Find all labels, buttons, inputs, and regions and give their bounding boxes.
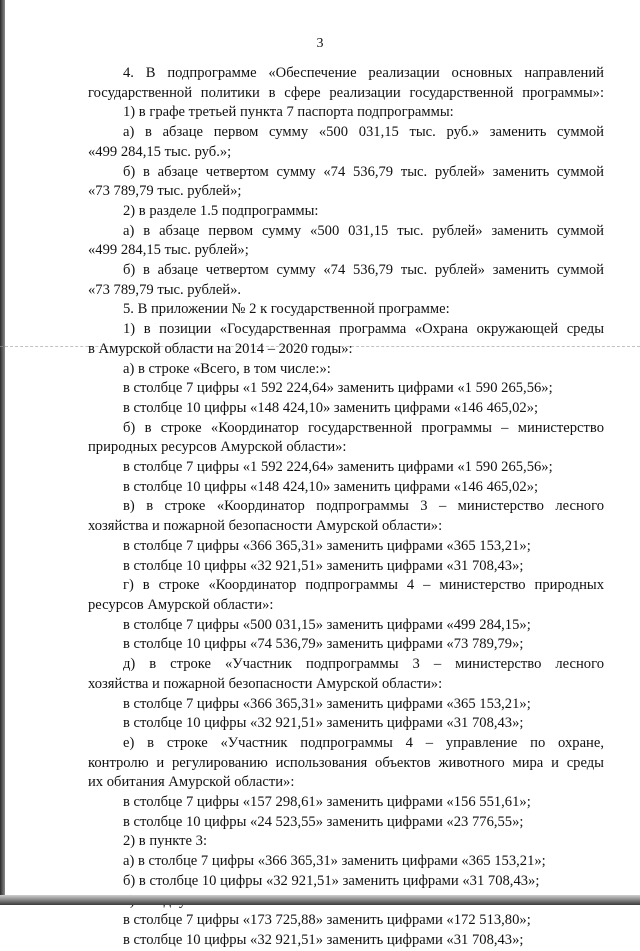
paragraph-line: в столбце 7 цифры «157 298,61» заменить цифрами «156 551,61»;	[123, 794, 531, 811]
paragraph-line: б) в абзаце четвертом сумму «74 536,79 тыс. рублей» заменить суммой	[123, 163, 604, 180]
paragraph-line: 1) в позиции «Государственная программа «Охрана окружающей среды	[123, 321, 604, 338]
paragraph-line: б) в столбце 10 цифры «32 921,51» заменить цифрами «31 708,43»;	[123, 872, 540, 889]
paragraph-line: в столбце 7 цифры «1 592 224,64» заменить цифрами «1 590 265,56»;	[123, 459, 553, 476]
paragraph-line: в столбце 7 цифры «1 592 224,64» заменить цифрами «1 590 265,56»;	[123, 380, 553, 397]
paragraph-line: в столбце 10 цифры «24 523,55» заменить цифрами «23 776,55»;	[123, 813, 524, 830]
paragraph-line: 4. В подпрограмме «Обеспечение реализации основных направлений	[123, 65, 604, 81]
paragraph-line: в столбце 7 цифры «173 725,88» заменить цифрами «172 513,80»;	[123, 912, 531, 929]
paragraph-line: «73 789,79 тыс. рублей»;	[88, 183, 242, 200]
paragraph-line: а) в столбце 7 цифры «366 365,31» заменить цифрами «365 153,21»;	[123, 853, 546, 870]
paragraph-line: в столбце 10 цифры «148 424,10» заменить цифрами «146 465,02»;	[123, 399, 539, 416]
paragraph-line: б) в абзаце четвертом сумму «74 536,79 тыс. рублей» заменить суммой	[123, 262, 604, 279]
paragraph-line: ресурсов Амурской области»:	[88, 596, 274, 613]
paragraph-line: 1) в графе третьей пункта 7 паспорта подпрограммы:	[123, 104, 454, 121]
paragraph-line: хозяйства и пожарной безопасности Амурской области»:	[88, 675, 443, 692]
scan-bottom-edge	[0, 895, 640, 905]
paragraph-line: контролю и регулированию использования объектов животного мира и среды	[88, 754, 604, 771]
paragraph-line: природных ресурсов Амурской области»:	[88, 439, 347, 456]
paragraph-line: «499 284,15 тыс. рублей»;	[88, 242, 249, 259]
document-body	[88, 64, 604, 951]
paragraph-line: а) в абзаце первом сумму «500 031,15 тыс. руб.» заменить суммой	[123, 124, 604, 141]
paragraph-line: их обитания Амурской области»:	[88, 774, 295, 791]
paragraph-line: 2) в разделе 1.5 подпрограммы:	[123, 202, 319, 219]
paragraph-line: государственной политики в сфере реализации государственной программы»:	[88, 84, 604, 101]
paragraph-line: е) в строке «Участник подпрограммы 4 – управление по охране,	[123, 734, 604, 751]
paragraph-line: хозяйства и пожарной безопасности Амурской области»:	[88, 518, 443, 535]
paragraph-line: д) в строке «Участник подпрограммы 3 – министерство лесного	[123, 656, 604, 673]
paragraph-line: 2) в пункте 3:	[123, 833, 208, 850]
paragraph-line: «73 789,79 тыс. рублей».	[88, 281, 242, 298]
paragraph-line: в столбце 7 цифры «366 365,31» заменить цифрами «365 153,21»;	[123, 537, 531, 554]
paragraph-line: г) в строке «Координатор подпрограммы 4 – министерство природных	[123, 577, 604, 594]
paragraph-line: б) в строке «Координатор государственной программы – министерство	[123, 419, 604, 436]
paragraph-line: а) в строке «Всего, в том числе:»:	[123, 360, 331, 377]
paragraph-line: а) в абзаце первом сумму «500 031,15 тыс. рублей» заменить суммой	[123, 222, 604, 239]
paragraph-line: в столбце 10 цифры «32 921,51» заменить цифрами «31 708,43»;	[123, 931, 524, 948]
paragraph-line: в Амурской области на 2014 – 2020 годы»:	[88, 340, 353, 357]
paragraph-line: в столбце 10 цифры «32 921,51» заменить цифрами «31 708,43»;	[123, 557, 524, 574]
scan-left-edge	[0, 0, 5, 905]
paragraph-line: в столбце 10 цифры «32 921,51» заменить цифрами «31 708,43»;	[123, 715, 524, 732]
paragraph-line: в) в строке «Координатор подпрограммы 3 – министерство лесного	[123, 498, 604, 515]
paragraph-line: в столбце 10 цифры «74 536,79» заменить цифрами «73 789,79»;	[123, 636, 524, 653]
paragraph-line: в столбце 10 цифры «148 424,10» заменить цифрами «146 465,02»;	[123, 478, 539, 495]
page-number: 3	[316, 36, 324, 51]
paragraph-line: в столбце 7 цифры «366 365,31» заменить цифрами «365 153,21»;	[123, 695, 531, 712]
paragraph-line: «499 284,15 тыс. руб.»;	[88, 143, 232, 160]
paragraph-line: в столбце 7 цифры «500 031,15» заменить цифрами «499 284,15»;	[123, 616, 531, 633]
paragraph-line: 5. В приложении № 2 к государственной программе:	[123, 301, 450, 318]
